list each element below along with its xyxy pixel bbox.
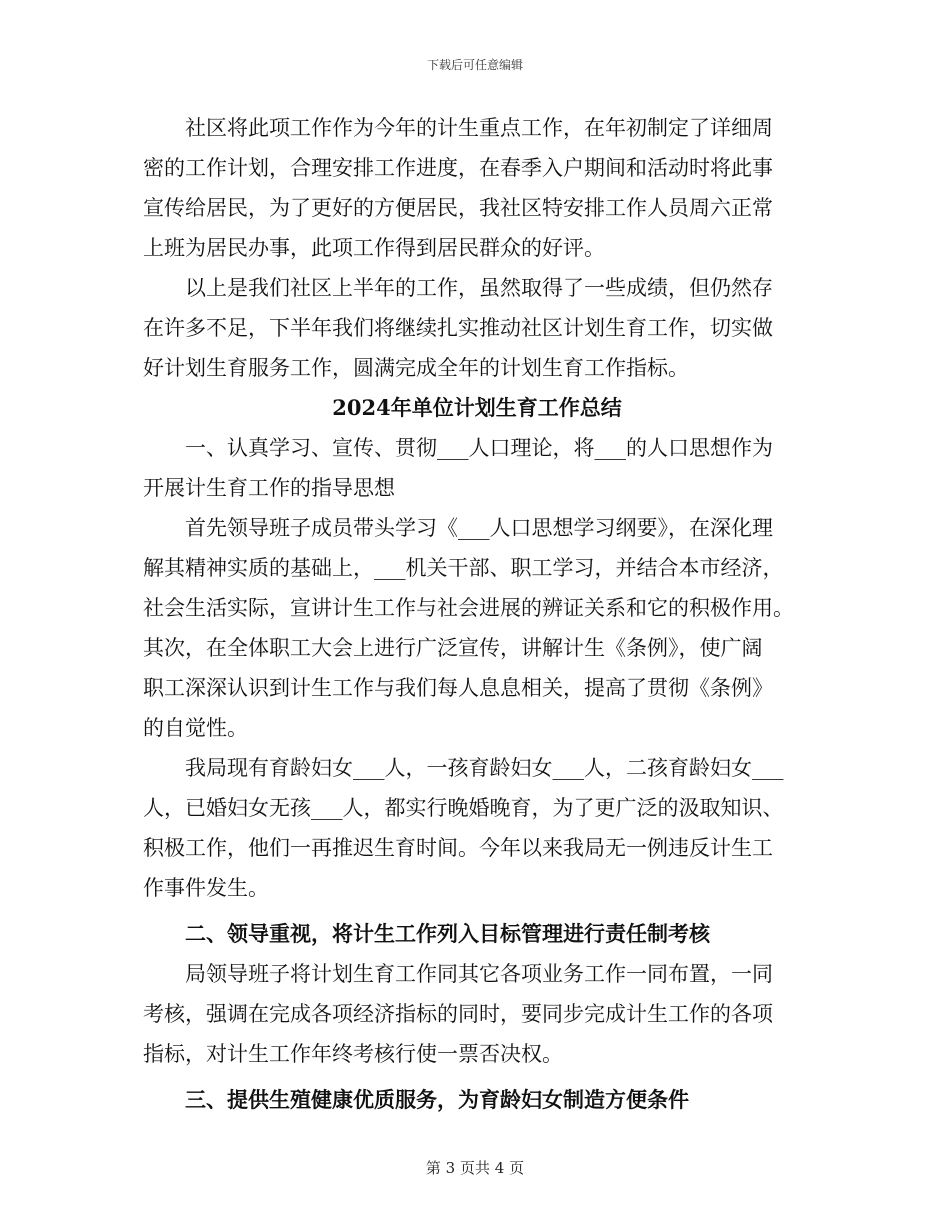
text-line: 宣传给居民，为了更好的方便居民，我社区特安排工作人员周六正常 [143, 196, 773, 220]
text-line: 解其精神实质的基础上，___机关干部、职工学习，并结合本市经济， [143, 556, 784, 580]
text-line: 其次，在全体职工大会上进行广泛宣传，讲解计生《条例》，使广阔 [143, 636, 763, 660]
text-line: 好计划生育服务工作，圆满完成全年的计划生育工作指标。 [143, 356, 689, 380]
text-line: 人，已婚妇女无孩___人，都实行晚婚晚育，为了更广泛的汲取知识、 [143, 796, 784, 820]
text-line: 积极工作，他们一再推迟生育时间。今年以来我局无一例违反计生工 [143, 836, 773, 860]
page-footer: 第 3 页共 4 页 [425, 1159, 525, 1177]
section-heading: 二、领导重视，将计生工作列入目标管理进行责任制考核 [185, 921, 710, 946]
text-line: 局领导班子将计划生育工作同其它各项业务工作一同布置，一同 [185, 962, 773, 986]
text-line: 的自觉性。 [143, 716, 248, 740]
text-line: 我局现有育龄妇女___人，一孩育龄妇女___人，二孩育龄妇女___ [185, 756, 784, 780]
text-line: 作事件发生。 [143, 876, 269, 900]
text-line: 开展计生育工作的指导思想 [143, 476, 395, 500]
text-line: 社会生活实际，宣讲计生工作与社会进展的辨证关系和它的积极作用。 [143, 596, 794, 620]
document-body [143, 108, 811, 1120]
text-line: 社区将此项工作作为今年的计生重点工作，在年初制定了详细周 [185, 116, 773, 140]
text-line: 考核，强调在完成各项经济指标的同时，要同步完成计生工作的各项 [143, 1002, 773, 1026]
document-title: 2024年单位计划生育工作总结 [332, 395, 622, 420]
text-line: 密的工作计划，合理安排工作进度，在春季入户期间和活动时将此事 [143, 156, 773, 180]
text-line: 在许多不足，下半年我们将继续扎实推动社区计划生育工作，切实做 [143, 316, 773, 340]
page-header: 下载后可任意编辑 [426, 58, 523, 72]
text-line: 以上是我们社区上半年的工作，虽然取得了一些成绩，但仍然存 [185, 276, 773, 300]
text-line: 职工深深认识到计生工作与我们每人息息相关，提高了贯彻《条例》 [143, 676, 773, 700]
text-line: 指标，对计生工作年终考核行使一票否决权。 [143, 1042, 563, 1066]
section-heading: 三、提供生殖健康优质服务，为育龄妇女制造方便条件 [185, 1087, 689, 1112]
text-line: 一、认真学习、宣传、贯彻___人口理论，将___的人口思想作为 [185, 436, 773, 460]
text-line: 上班为居民办事，此项工作得到居民群众的好评。 [143, 236, 605, 260]
text-line: 首先领导班子成员带头学习《___人口思想学习纲要》，在深化理 [185, 516, 773, 540]
